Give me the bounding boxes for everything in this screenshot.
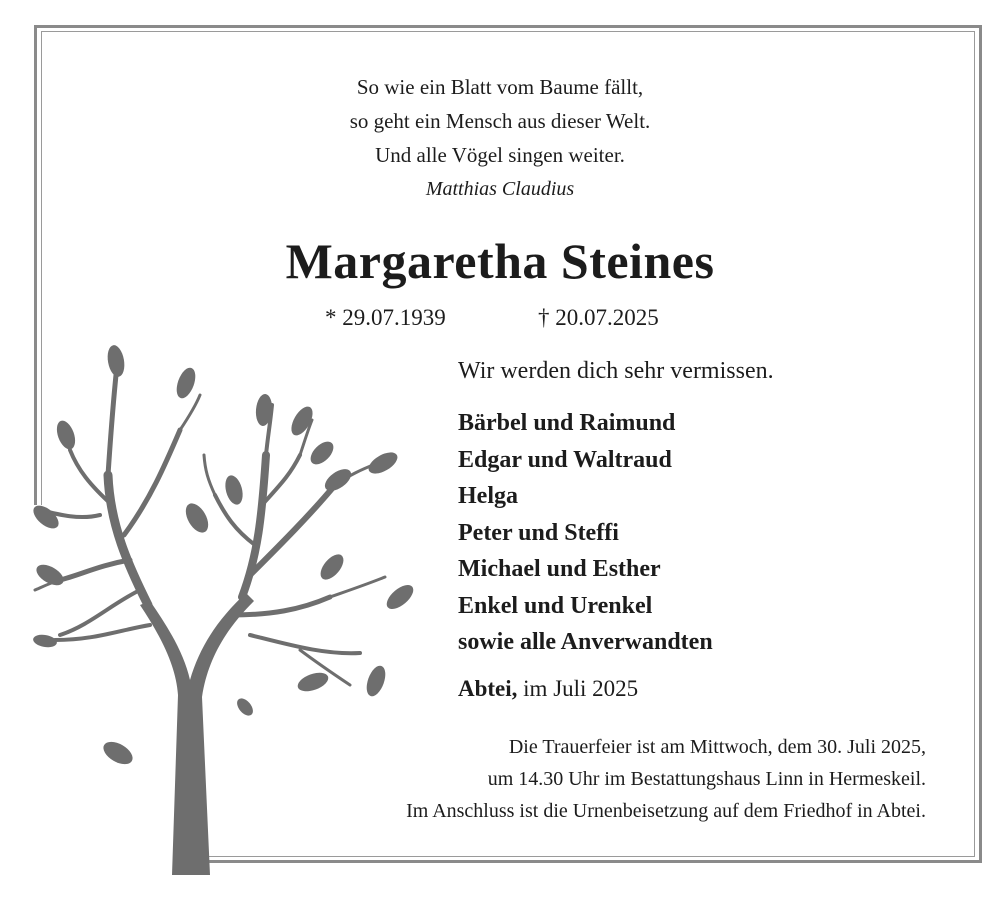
funeral-line-2: um 14.30 Uhr im Bestattungshaus Linn in Hermeskeil. — [487, 768, 926, 790]
place-town: Abtei, — [458, 676, 518, 701]
funeral-line-1: Die Trauerfeier ist am Mittwoch, dem 30. Juli 2025, — [508, 736, 926, 758]
funeral-line-3: Im Anschluss ist die Urnenbeisetzung auf dem Friedhof in Abtei. — [406, 800, 926, 822]
birth-date: * 29.07.1939 — [325, 305, 446, 330]
funeral-details — [406, 731, 926, 827]
mourner-entry: Enkel und Urenkel — [458, 592, 653, 619]
death-date: † 20.07.2025 — [538, 305, 659, 330]
tree-icon — [0, 335, 420, 875]
mourner-entry: sowie alle Anverwandten — [458, 629, 713, 655]
poem-line-2: so geht ein Mensch aus dieser Welt. — [349, 109, 651, 133]
place-date: im Juli 2025 — [523, 676, 639, 701]
mourner-entry: Bärbel und Raimund — [458, 410, 676, 436]
poem-line-3: Und alle Vögel singen weiter. — [375, 143, 625, 167]
mourner-entry: Peter und Steffi — [458, 519, 619, 546]
poem-author: Matthias Claudius — [425, 178, 575, 200]
mourner-entry: Michael und Esther — [458, 556, 661, 582]
mourner-entry: Helga — [458, 483, 518, 509]
poem-line-1: So wie ein Blatt vom Baume fällt, — [356, 75, 644, 99]
mourners-list — [458, 405, 713, 661]
farewell-message: Wir werden dich sehr vermissen. — [458, 358, 774, 384]
deceased-name: Margaretha Steines — [285, 233, 715, 289]
place-and-date — [458, 676, 638, 702]
mourner-entry: Edgar und Waltraud — [458, 446, 672, 473]
